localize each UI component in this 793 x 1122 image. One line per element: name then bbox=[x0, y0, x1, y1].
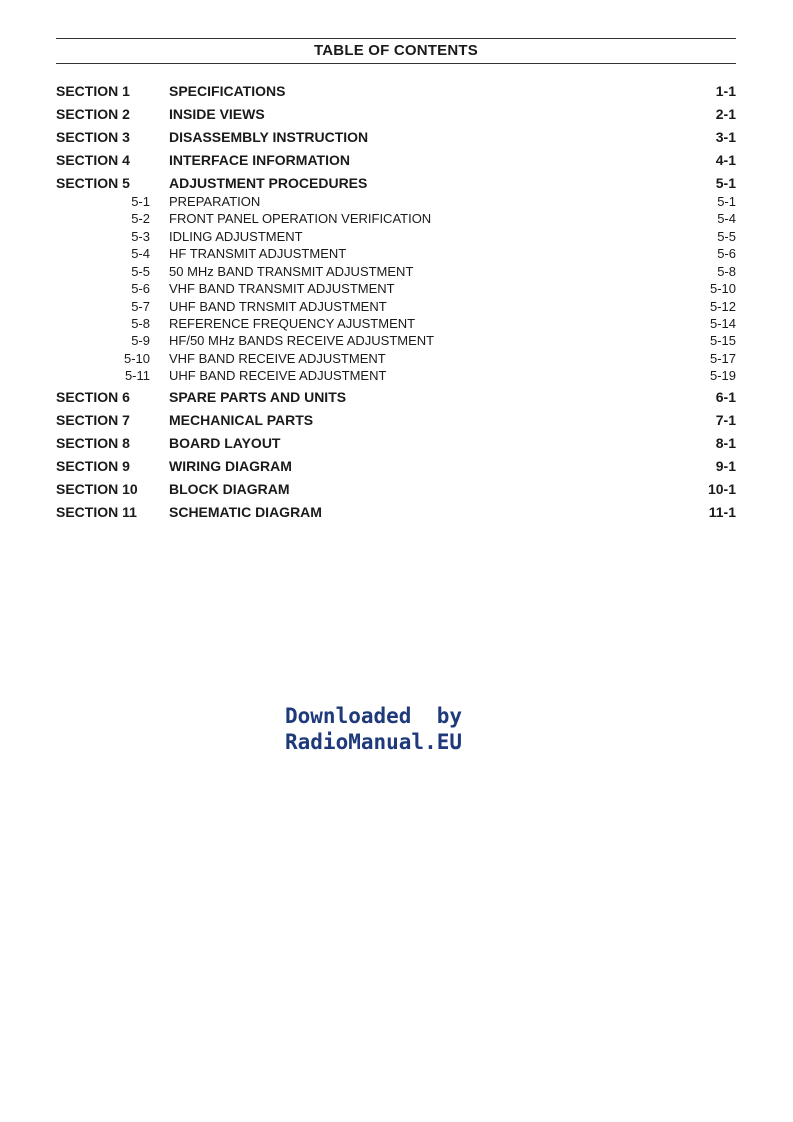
subsection-title: 50 MHz BAND TRANSMIT ADJUSTMENT bbox=[169, 264, 414, 279]
section-label: SECTION 4 bbox=[56, 152, 130, 168]
toc-subsection-5-11[interactable] bbox=[56, 367, 736, 384]
section-label: SECTION 6 bbox=[56, 389, 130, 405]
page-number: 10-1 bbox=[707, 481, 736, 497]
subsection-number: 5-1 bbox=[131, 194, 150, 209]
subsection-number: 5-5 bbox=[131, 264, 150, 279]
page-number: 11-1 bbox=[708, 504, 736, 520]
section-label: SECTION 8 bbox=[56, 435, 130, 451]
watermark-line-2: RadioManual.EU bbox=[285, 730, 463, 754]
subsection-number: 5-7 bbox=[131, 299, 150, 314]
section-title: BLOCK DIAGRAM bbox=[169, 481, 290, 497]
toc-section-4[interactable] bbox=[56, 149, 736, 171]
subsection-number: 5-2 bbox=[131, 211, 150, 226]
toc-subsection-5-9[interactable] bbox=[56, 332, 736, 349]
section-label: SECTION 3 bbox=[56, 129, 130, 145]
subsection-title: UHF BAND TRNSMIT ADJUSTMENT bbox=[169, 299, 387, 314]
subsection-number: 5-4 bbox=[131, 246, 150, 261]
subsection-number: 5-11 bbox=[124, 368, 150, 383]
page-number: 5-6 bbox=[717, 246, 736, 261]
toc-subsection-5-5[interactable] bbox=[56, 263, 736, 280]
section-title: MECHANICAL PARTS bbox=[169, 412, 314, 428]
section-label: SECTION 7 bbox=[56, 412, 130, 428]
page-number: 5-14 bbox=[709, 316, 736, 331]
toc-section-2[interactable] bbox=[56, 103, 736, 125]
page-number: 5-17 bbox=[709, 351, 736, 366]
section-title: DISASSEMBLY INSTRUCTION bbox=[169, 129, 369, 145]
toc-subsection-5-2[interactable] bbox=[56, 210, 736, 227]
section-title: INSIDE VIEWS bbox=[169, 106, 265, 122]
section-title: SPECIFICATIONS bbox=[169, 83, 286, 99]
subsection-title: HF/50 MHz BANDS RECEIVE ADJUSTMENT bbox=[169, 333, 435, 348]
page-number: 5-1 bbox=[717, 194, 736, 209]
section-label: SECTION 10 bbox=[56, 481, 138, 497]
subsection-title: UHF BAND RECEIVE ADJUSTMENT bbox=[169, 368, 387, 383]
subsection-number: 5-6 bbox=[131, 281, 150, 296]
page-number: 1-1 bbox=[715, 83, 736, 99]
section-label: SECTION 11 bbox=[56, 504, 137, 520]
toc-section-9[interactable] bbox=[56, 455, 736, 477]
section-label: SECTION 1 bbox=[56, 83, 130, 99]
toc-section-1[interactable] bbox=[56, 80, 736, 102]
toc-section-7[interactable] bbox=[56, 409, 736, 431]
page-number: 5-1 bbox=[715, 175, 736, 191]
watermark-line-1: Downloaded by bbox=[285, 704, 463, 728]
toc-subsection-5-4[interactable] bbox=[56, 245, 736, 262]
header-top-rule bbox=[56, 38, 736, 39]
toc-subsection-5-8[interactable] bbox=[56, 315, 736, 332]
section-title: BOARD LAYOUT bbox=[169, 435, 281, 451]
page-number: 9-1 bbox=[715, 458, 736, 474]
page-number: 6-1 bbox=[715, 389, 736, 405]
page-number: 5-4 bbox=[717, 211, 736, 226]
subsection-number: 5-8 bbox=[131, 316, 150, 331]
subsection-number: 5-9 bbox=[131, 333, 150, 348]
toc-section-10[interactable] bbox=[56, 478, 736, 500]
toc-subsection-5-7[interactable] bbox=[56, 298, 736, 315]
section-label: SECTION 2 bbox=[56, 106, 130, 122]
toc-section-6[interactable] bbox=[56, 386, 736, 408]
toc-subsection-5-6[interactable] bbox=[56, 280, 736, 297]
toc-section-11[interactable] bbox=[56, 501, 736, 523]
toc-section-3[interactable] bbox=[56, 126, 736, 148]
subsection-title: PREPARATION bbox=[169, 194, 261, 209]
download-watermark bbox=[285, 703, 462, 755]
subsection-title: HF TRANSMIT ADJUSTMENT bbox=[169, 246, 347, 261]
page-number: 5-12 bbox=[709, 299, 736, 314]
page-number: 7-1 bbox=[715, 412, 736, 428]
page-number: 5-8 bbox=[717, 264, 736, 279]
subsection-title: VHF BAND TRANSMIT ADJUSTMENT bbox=[169, 281, 395, 296]
section-label: SECTION 5 bbox=[56, 175, 130, 191]
subsection-number: 5-3 bbox=[131, 229, 150, 244]
header-bottom-rule bbox=[56, 63, 736, 64]
page-number: 5-15 bbox=[709, 333, 736, 348]
subsection-number: 5-10 bbox=[123, 351, 150, 366]
subsection-title: VHF BAND RECEIVE ADJUSTMENT bbox=[169, 351, 386, 366]
toc-section-5[interactable] bbox=[56, 172, 736, 194]
page-number: 4-1 bbox=[715, 152, 736, 168]
toc-subsection-5-1[interactable] bbox=[56, 193, 736, 210]
page-number: 3-1 bbox=[715, 129, 736, 145]
subsection-title: REFERENCE FREQUENCY AJUSTMENT bbox=[169, 316, 416, 331]
page-title: TABLE OF CONTENTS bbox=[314, 42, 478, 59]
section-title: ADJUSTMENT PROCEDURES bbox=[169, 175, 368, 191]
section-label: SECTION 9 bbox=[56, 458, 130, 474]
page-number: 8-1 bbox=[715, 435, 736, 451]
section-title: WIRING DIAGRAM bbox=[169, 458, 292, 474]
subsection-title: FRONT PANEL OPERATION VERIFICATION bbox=[169, 211, 432, 226]
page-number: 5-10 bbox=[709, 281, 736, 296]
section-title: SPARE PARTS AND UNITS bbox=[169, 389, 347, 405]
page-number: 2-1 bbox=[715, 106, 736, 122]
section-title: SCHEMATIC DIAGRAM bbox=[169, 504, 322, 520]
toc-subsection-5-3[interactable] bbox=[56, 228, 736, 245]
toc-subsection-5-10[interactable] bbox=[56, 350, 736, 367]
section-title: INTERFACE INFORMATION bbox=[169, 152, 350, 168]
page-number: 5-5 bbox=[717, 229, 736, 244]
page-number: 5-19 bbox=[709, 368, 736, 383]
subsection-title: IDLING ADJUSTMENT bbox=[169, 229, 303, 244]
toc-section-8[interactable] bbox=[56, 432, 736, 454]
